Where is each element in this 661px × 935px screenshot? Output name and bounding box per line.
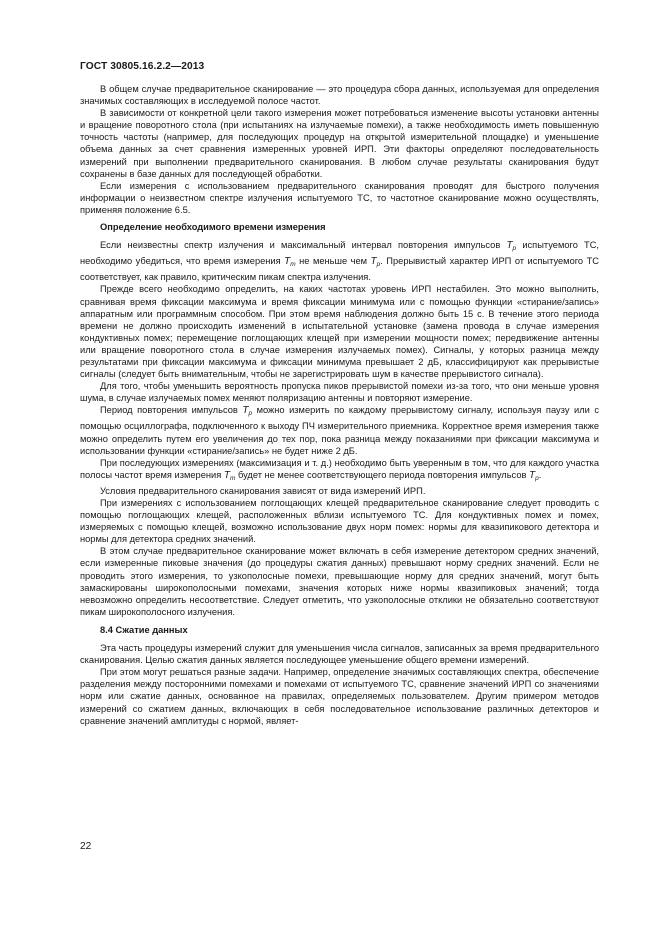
- symbol-tp: $T_p$: [370, 256, 381, 269]
- paragraph: Если неизвестны спектр излучения и максимальный интервал повторения импульсов $T_p$ испытуемого ТС, необходимо убедиться, что время измерения $T_m$ не меньше чем $T_p$. Прерывистый характер ИРП от испытуемого ТС соответствует, как правило, критическим пикам спектра излучения.: [80, 240, 599, 283]
- paragraph: Период повторения импульсов $T_p$ можно измерить по каждому прерывистому сигналу, используя паузу или с помощью осциллографа, подключенного к выходу ПЧ измерительного приемника. Корректное время измерения также можно определить путем его увеличения до тех пор, пока разница между показаниями при фиксации максимума и использовании функции «стирание/запись» не будет ниже 2 дБ.: [80, 405, 599, 456]
- symbol-tm: $T_m$: [223, 469, 236, 482]
- paragraph: В зависимости от конкретной цели такого измерения может потребоваться изменение высоты установки антенны и вращение поворотного стола (при испытаниях на излучаемые помехи), а также необходимость иметь повышенную точность частоты (например, для последующих процедур на открытой измерительной площадке) и уменьшение объема данных за счет сравнения измеренных уровней ИРП. Эти факторы определяют последовательность измерений при выполнении предварительного сканирования. В любом случае результаты сканирования будут сохранены в базе данных для последующей обработки.: [80, 108, 599, 179]
- paragraph: Эта часть процедуры измерений служит для уменьшения числа сигналов, записанных за время предварительного сканирования. Целью сжатия данных является последующее уменьшение общего времени измерений.: [80, 643, 599, 666]
- section-heading: Определение необходимого времени измерения: [100, 222, 326, 233]
- page-number: 22: [80, 841, 92, 852]
- symbol-tp: $T_p$: [242, 405, 253, 418]
- symbol-tm: $T_m$: [284, 256, 296, 269]
- paragraph: В общем случае предварительное сканирование — это процедура сбора данных, используемая для определения значимых составляющих в исследуемой полосе частот.: [80, 84, 599, 107]
- symbol-tp: $T_p$: [529, 469, 539, 482]
- paragraph: При измерениях с использованием поглощающих клещей предварительное сканирование следует проводить с помощью поглощающих клещей, расположенных вблизи испытуемого ТС. Для кондуктивных помех и помех, измеряемых с помощью клещей, возможно использование двух норм помех: нормы для квазипикового детектора и нормы для детектора средних значений.: [80, 498, 599, 545]
- document-body: [80, 83, 599, 727]
- paragraph: При последующих измерениях (максимизация и т. д.) необходимо быть уверенным в том, что для каждого участка полосы частот время измерения $T_m$ будет не менее соответствующего периода повторения импульсов $T_p$.: [80, 457, 599, 482]
- paragraph: Если измерения с использованием предварительного сканирования проводят для быстрого получения информации о неизвестном спектре излучения испытуемого ТС, то частотное сканирование можно осуществлять, применяя положение 6.5.: [80, 180, 599, 215]
- paragraph: Для того, чтобы уменьшить вероятность пропуска пиков прерывистой помехи из-за того, что они меньше уровня шума, в случае излучаемых помех меняют поляризацию антенны и повторяют измерение.: [80, 381, 599, 404]
- paragraph: Прежде всего необходимо определить, на каких частотах уровень ИРП нестабилен. Это можно выполнить, сравнивая время фиксации максимума и время фиксации минимума или с помощью функции «стирание/запись» аппаратным или программным способом. При этом время наблюдения должно быть 15 с. В течение этого периода времени не должно происходить изменений в испытательной установке (замена провода в случае измерения кондуктивных помех; перемещение поглощающих клещей при измерении мощности помех; передвижение антенны или вращение поворотного стола в случае измерения излучаемых помех). Сигналы, у которых разница между результатами при фиксации максимума и фиксации минимума превышает 2 дБ, классифицируют как прерывистые сигналы (следует быть внимательным, чтобы не зарегистрировать шум в качестве прерывистого сигнала).: [80, 284, 599, 380]
- paragraph: Условия предварительного сканирования зависят от вида измерений ИРП.: [100, 485, 426, 496]
- paragraph: При этом могут решаться разные задачи. Например, определение значимых составляющих спектра, обеспечение разделения между посторонними помехами и помехами от испытуемого ТС, сравнение значений ИРП со значениями норм или сжатие данных, основанное на правилах, определяемых пользователем. Другим примером методов измерений со сжатием данных, включающих в себя последовательное использование различных детекторов и сравнение значений амплитуды с нормой, являет-: [80, 667, 599, 726]
- symbol-tp: $T_p$: [506, 240, 517, 253]
- paragraph: В этом случае предварительное сканирование может включать в себя измерение детектором средних значений, если измеренные пиковые значения (до процедуры сжатия данных) превышают норму средних значений. Если не проводить этого измерения, то узкополосные помехи, превышающие норму для средних значений, могут быть замаскированы широкополосными помехами, значения которых ниже нормы квазипиковых значений; тогда невозможно определить несоответствие. Следует отметить, что узкополосные отклики не обязательно соответствуют пикам широкополосного излучения.: [80, 546, 599, 617]
- document-header: ГОСТ 30805.16.2.2—2013: [80, 61, 205, 72]
- section-heading: 8.4 Сжатие данных: [100, 624, 188, 635]
